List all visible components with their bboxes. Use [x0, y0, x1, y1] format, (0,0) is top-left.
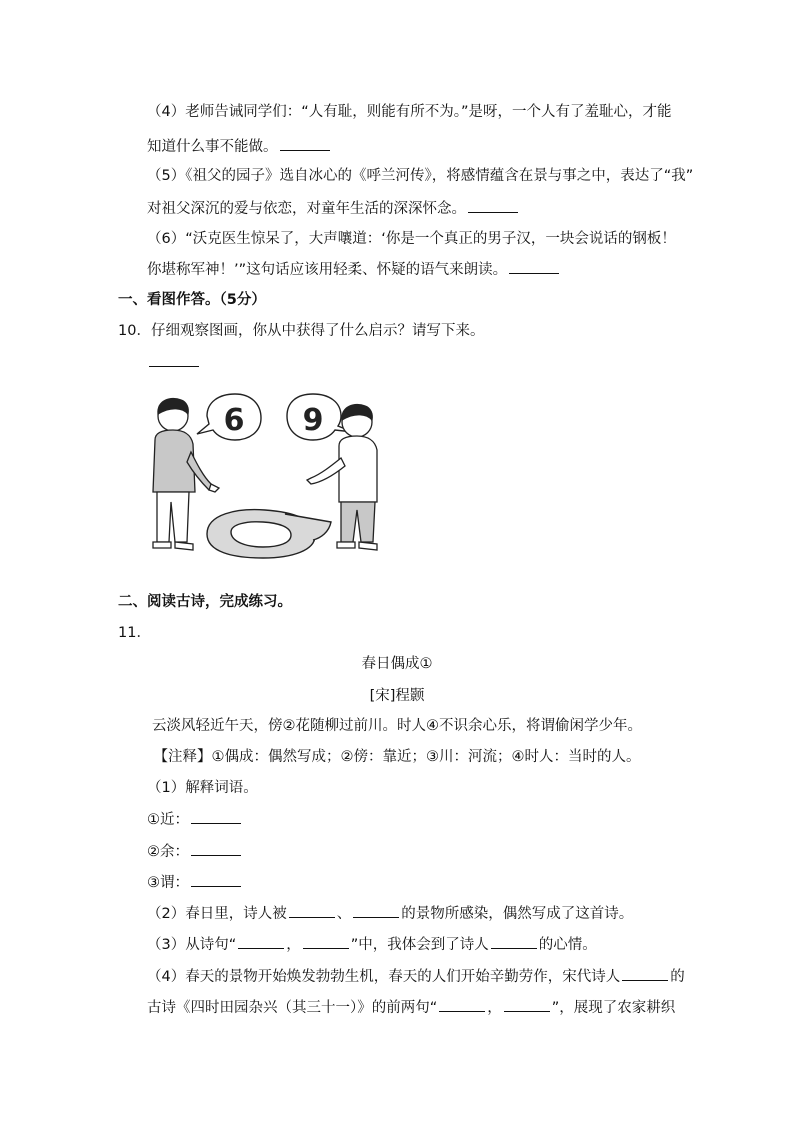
six-nine-illustration	[145, 392, 385, 564]
answer-blank[interactable]	[439, 997, 485, 1012]
q11-sub3-a: （3）从诗句“	[147, 937, 237, 953]
answer-blank[interactable]	[280, 136, 330, 151]
q9-item5-line1: （5）《祖父的园子》选自冰心的《呼兰河传》，将感情蕴含在景与事之中，表达了“我”	[147, 168, 694, 184]
q11-sub4-e: ”，展现了农家耕织	[551, 1000, 676, 1016]
q11-word1: ①近：	[147, 812, 189, 828]
q11-sub2-row	[147, 903, 633, 924]
q9-item5-line2	[147, 198, 520, 219]
answer-blank[interactable]	[191, 872, 241, 887]
q11-word3-row	[147, 872, 243, 893]
answer-blank[interactable]	[509, 259, 559, 274]
q9-item6-line1: （6）“沃克医生惊呆了，大声嚷道：‘你是一个真正的男子汉，一块会说话的钢板！	[147, 231, 676, 247]
q11-sub4-b: 的	[670, 969, 685, 985]
left-bubble-number: 6	[223, 403, 245, 438]
answer-blank[interactable]	[622, 966, 668, 981]
q9-item6-line2	[147, 259, 561, 280]
q11-sub4-row1	[147, 966, 685, 987]
q11-sub3-c: ”中，我体会到了诗人	[350, 937, 489, 953]
poem-note: 【注释】①偶成：偶然写成；②傍：靠近；③川：河流；④时人：当时的人。	[153, 749, 641, 765]
q11-sub4-a: （4）春天的景物开始焕发勃勃生机，春天的人们开始辛勤劳作，宋代诗人	[147, 969, 621, 985]
answer-blank[interactable]	[353, 903, 399, 918]
q11-word1-row	[147, 809, 243, 830]
q11-word2: ②余：	[147, 844, 189, 860]
q11-sub1-label: （1）解释词语。	[147, 780, 258, 796]
q11-sub2-c: 的景物所感染，偶然写成了这首诗。	[401, 906, 634, 922]
section1-title: 一、看图作答。（5分）	[118, 292, 266, 308]
q11-sub4-c: 古诗《四时田园杂兴（其三十一）》的前两句“	[147, 1000, 438, 1016]
answer-blank[interactable]	[289, 903, 335, 918]
answer-blank[interactable]	[468, 198, 518, 213]
right-bubble-number: 9	[302, 403, 324, 438]
q11-sub4-d: ，	[487, 1000, 502, 1016]
answer-blank[interactable]	[303, 934, 349, 949]
q11-number: 11．	[118, 625, 151, 641]
number-on-ground	[207, 510, 331, 558]
poem-author: [宋]程颢	[369, 688, 425, 704]
answer-blank[interactable]	[191, 809, 241, 824]
q10-text: 10．仔细观察图画，你从中获得了什么启示？请写下来。	[118, 323, 485, 339]
q9-item4-line2	[147, 136, 332, 157]
section2-title: 二、阅读古诗，完成练习。	[118, 594, 292, 610]
answer-blank[interactable]	[149, 352, 199, 367]
q11-sub3-d: 的心情。	[538, 937, 597, 953]
left-speech-bubble	[197, 394, 261, 440]
q11-sub2-b: 、	[336, 906, 352, 922]
q11-sub3-row	[147, 934, 597, 955]
q9-item4-line1: （4）老师告诫同学们：“人有耻，则能有所不为。”是呀，一个人有了羞耻心，才能	[147, 104, 672, 120]
q11-sub3-b: ，	[286, 937, 301, 953]
answer-blank[interactable]	[491, 934, 537, 949]
poem-title: 春日偶成①	[361, 656, 433, 672]
answer-blank[interactable]	[504, 997, 550, 1012]
answer-blank[interactable]	[191, 841, 241, 856]
poem-body: 云淡风轻近午天，傍②花随柳过前川。时人④不识余心乐，将谓偷闲学少年。	[152, 718, 642, 734]
q9-item6-text: 你堪称军神！’”这句话应该用轻柔、怀疑的语气来朗读。	[147, 262, 508, 278]
q11-word3: ③谓：	[147, 875, 189, 891]
q9-item4-text: 知道什么事不能做。	[147, 139, 278, 155]
q9-item5-text: 对祖父深沉的爱与依恋，对童年生活的深深怀念。	[147, 201, 466, 217]
q11-sub2-a: （2）春日里，诗人被	[147, 906, 287, 922]
q11-sub4-row2	[147, 997, 675, 1018]
answer-blank[interactable]	[238, 934, 284, 949]
q11-word2-row	[147, 841, 243, 862]
q10-answer-line	[147, 352, 201, 373]
